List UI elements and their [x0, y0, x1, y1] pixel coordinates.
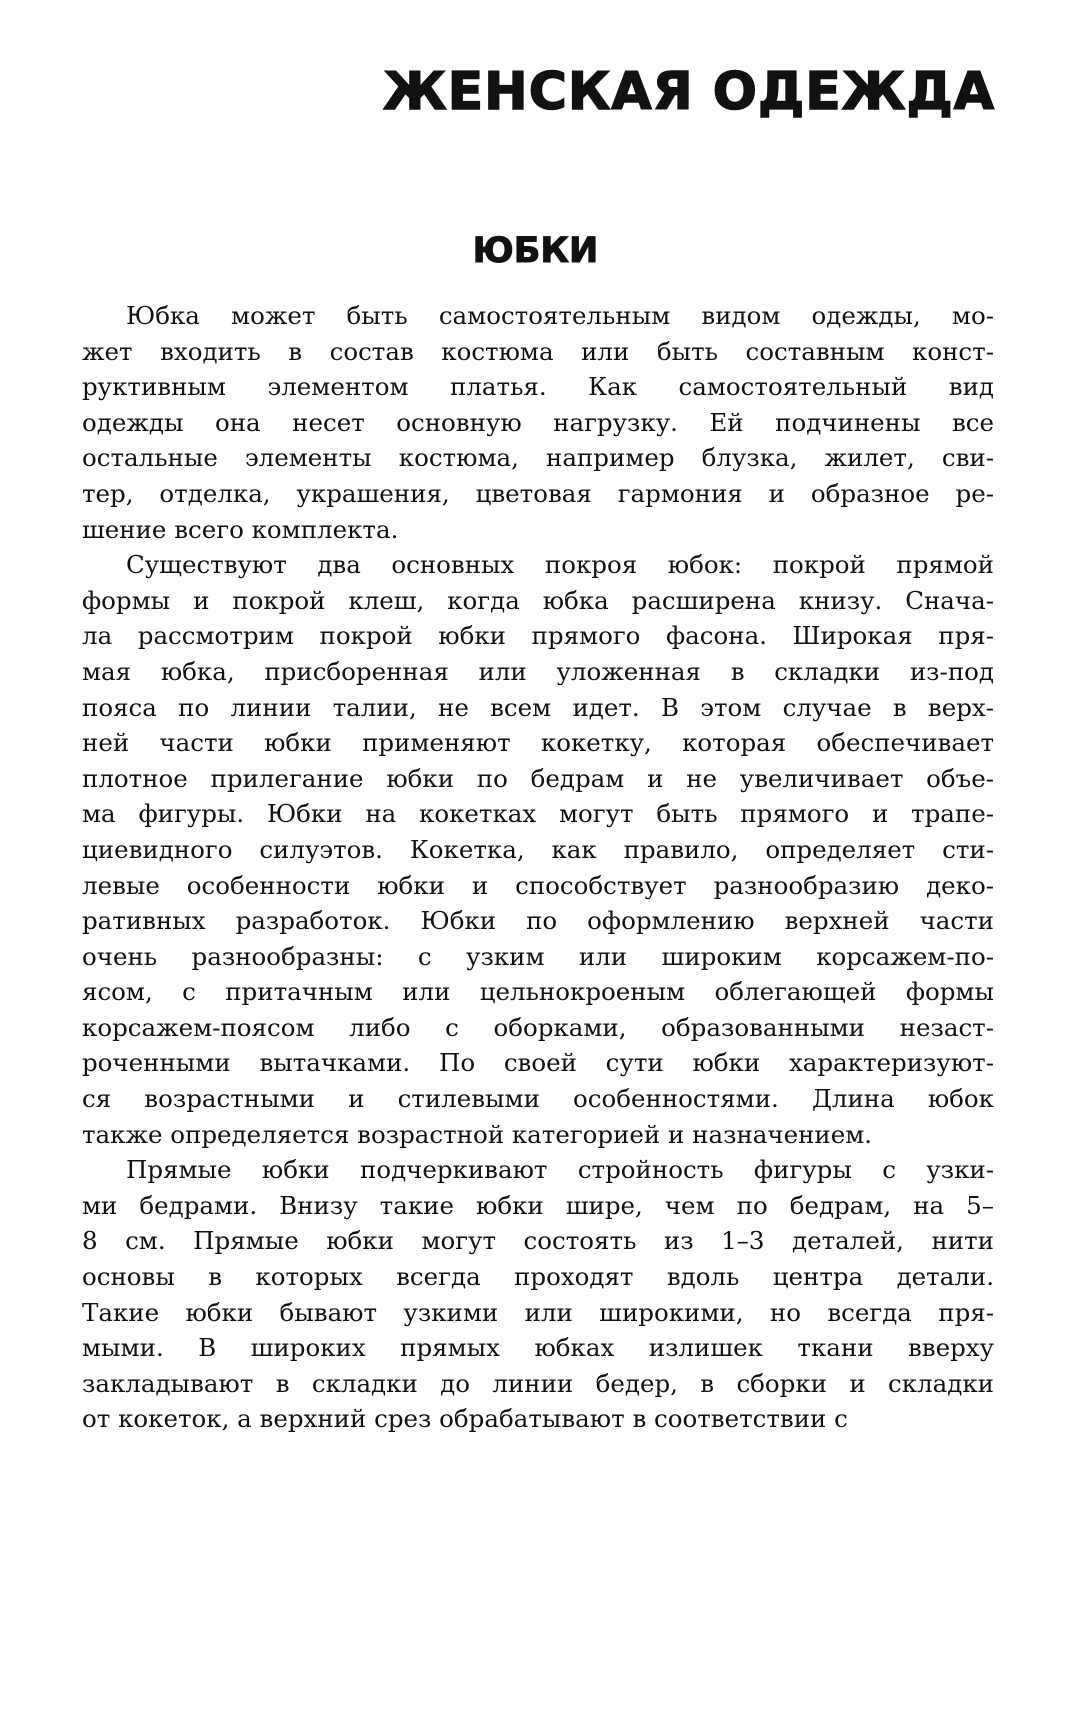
text-line: корсажем-поясом либо с оборками, образованными незаст-	[82, 1012, 994, 1042]
text-line: циевидного силуэтов. Кокетка, как правило, определяет сти-	[82, 834, 994, 864]
text-line: ми бедрами. Внизу такие юбки шире, чем по бедрам, на 5–	[82, 1190, 994, 1220]
text-line: мыми. В широких прямых юбках излишек ткани вверху	[82, 1333, 994, 1363]
text-line: мая юбка, присборенная или уложенная в складки из-под	[82, 656, 994, 686]
text-line: руктивным элементом платья. Как самостоятельный вид	[82, 372, 994, 402]
text-line: Существуют два основных покроя юбок: покрой прямой	[126, 550, 994, 580]
text-line: остальные элементы костюма, например блузка, жилет, сви-	[82, 443, 994, 473]
text-line: формы и покрой клеш, когда юбка расширена книзу. Снача-	[82, 585, 994, 615]
paragraph	[82, 298, 994, 547]
section-title: ЮБКИ	[472, 231, 599, 271]
text-line: Такие юбки бывают узкими или широкими, но всегда пря-	[82, 1297, 994, 1327]
text-line: пояса по линии талии, не всем идет. В этом случае в верх-	[82, 692, 994, 722]
text-line: левые особенности юбки и способствует разнообразию деко-	[82, 870, 994, 900]
text-line: очень разнообразны: с узким или широким корсажем-по-	[82, 941, 994, 971]
text-line: также определяется возрастной категорией и назначением.	[82, 1119, 873, 1149]
text-line: основы в которых всегда проходят вдоль центра детали.	[82, 1262, 994, 1292]
chapter-title: ЖЕНСКАЯ ОДЕЖДА	[383, 62, 995, 122]
text-line: жет входить в состав костюма или быть составным конст-	[82, 336, 994, 366]
paragraph	[82, 547, 994, 1152]
text-line: тер, отделка, украшения, цветовая гармония и образное ре-	[82, 478, 994, 508]
text-line: ративных разработок. Юбки по оформлению верхней части	[82, 906, 994, 936]
text-line: Юбка может быть самостоятельным видом одежды, мо-	[126, 301, 994, 330]
text-line: роченными вытачками. По своей сути юбки характеризуют-	[82, 1048, 994, 1078]
text-line: ясом, с притачным или цельнокроеным облегающей формы	[82, 977, 994, 1007]
text-line: ма фигуры. Юбки на кокетках могут быть прямого и трапе-	[82, 799, 994, 829]
text-line: ся возрастными и стилевыми особенностями. Длина юбок	[82, 1084, 994, 1114]
text-line: шение всего комплекта.	[82, 514, 399, 544]
text-line: одежды она несет основную нагрузку. Ей подчинены все	[82, 407, 994, 437]
body-text	[82, 298, 994, 1437]
text-line: ней части юбки применяют кокетку, которая обеспечивает	[82, 728, 994, 758]
text-line: 8 см. Прямые юбки могут состоять из 1–3 деталей, нити	[82, 1226, 994, 1256]
text-line: плотное прилегание юбки по бедрам и не увеличивает объе-	[82, 763, 994, 793]
text-line: закладывают в складки до линии бедер, в сборки и складки	[82, 1368, 994, 1398]
text-line: Прямые юбки подчеркивают стройность фигуры с узки-	[126, 1155, 994, 1185]
text-line: от кокеток, а верхний срез обрабатывают в соответствии с	[82, 1404, 848, 1434]
paragraph	[82, 1152, 994, 1437]
text-line: ла рассмотрим покрой юбки прямого фасона. Широкая пря-	[82, 621, 994, 651]
